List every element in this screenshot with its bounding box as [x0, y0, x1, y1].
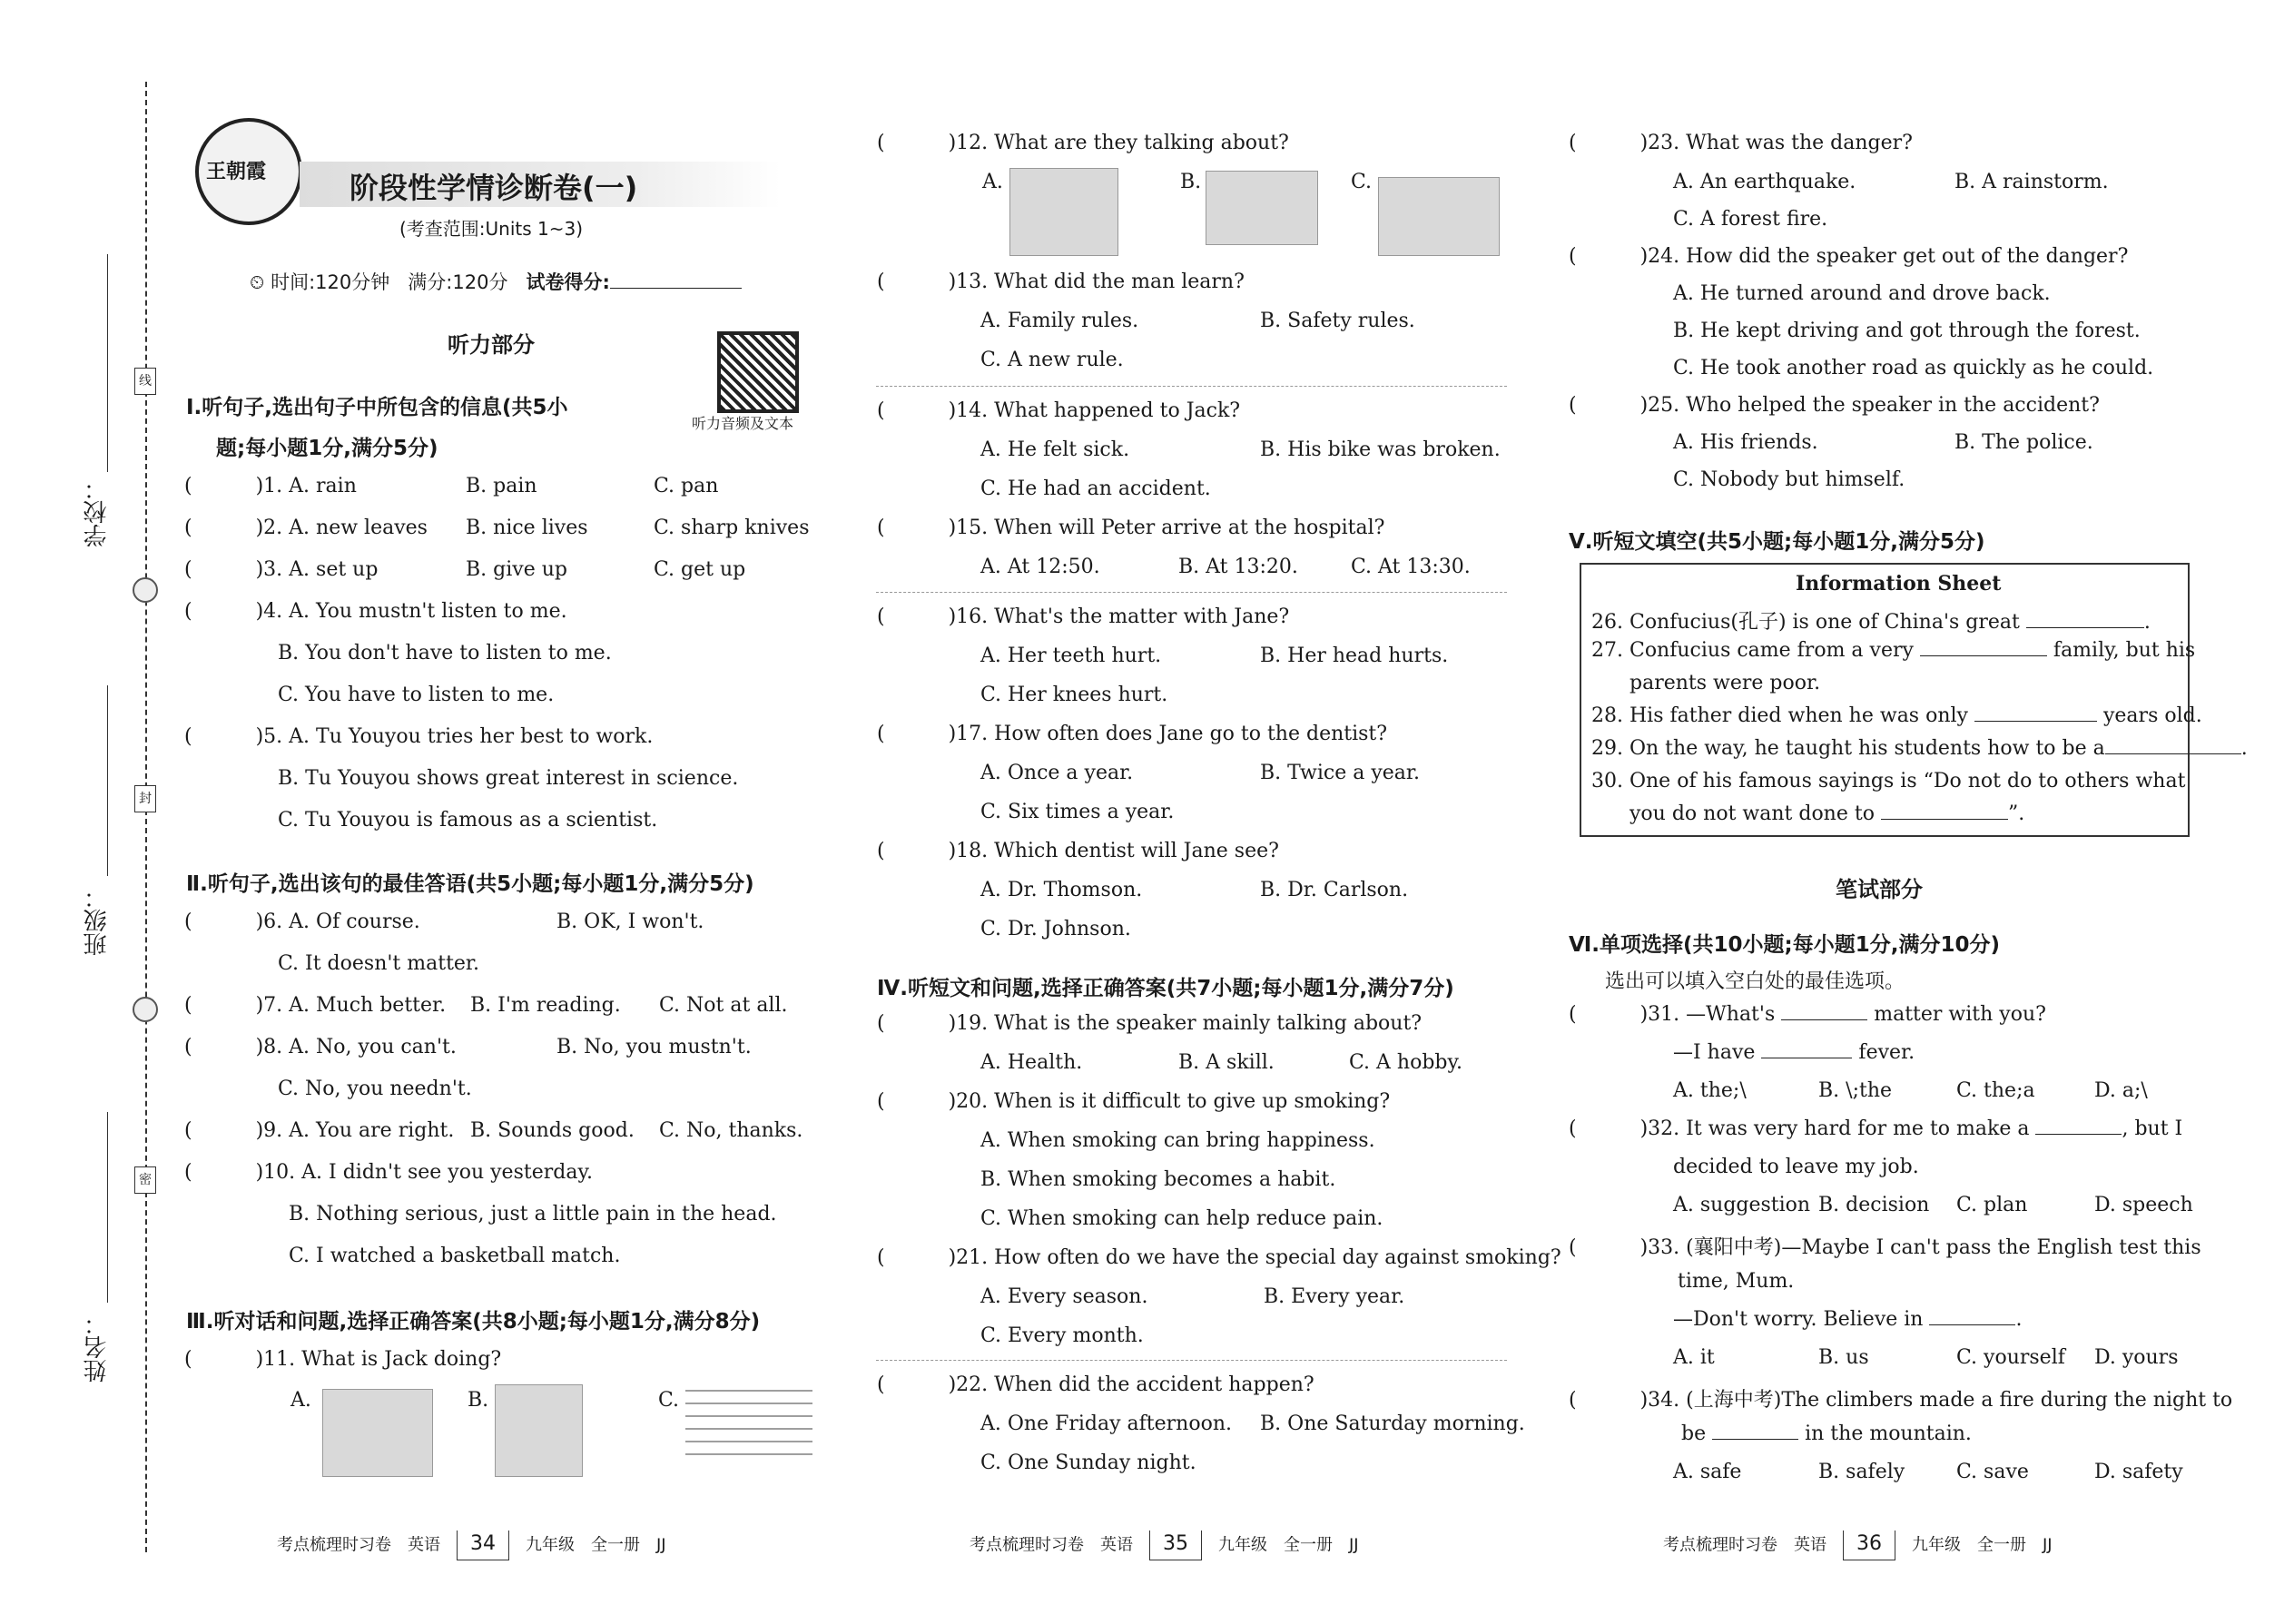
q34-line2: be in the mountain. — [1681, 1422, 1972, 1445]
q33-option-a: A. it — [1673, 1346, 1715, 1369]
blank-30[interactable] — [1881, 819, 2008, 820]
q32-option-d: D. speech — [2094, 1194, 2193, 1216]
blank-31a[interactable] — [1781, 1019, 1867, 1020]
q8-option-c: C. No, you needn't. — [278, 1078, 472, 1100]
question-34: ( )34. (上海中考)The climbers made a fire during the night to — [1569, 1389, 2233, 1412]
exam-time: 时间:120分钟 — [271, 271, 390, 293]
item-28: 28. His father died when he was only years old. — [1591, 704, 2202, 727]
question-4: ( )4. A. You mustn't listen to me. — [184, 600, 567, 623]
question-31: ( )31. —What's matter with you? — [1569, 1003, 2046, 1026]
q16-option-a: A. Her teeth hurt. — [980, 645, 1162, 667]
section-6-title: Ⅵ.单项选择(共10小题;每小题1分,满分10分) — [1569, 933, 2000, 957]
divider — [876, 592, 1507, 593]
section-4-title: Ⅳ.听短文和问题,选择正确答案(共7小题;每小题1分,满分7分) — [877, 977, 1454, 1000]
footer-page-35: 考点梳理时习卷 英语 35 九年级 全一册 JJ — [970, 1530, 1359, 1560]
q10-option-b: B. Nothing serious, just a little pain in the head. — [289, 1203, 777, 1225]
q9-option-b: B. Sounds good. — [470, 1119, 635, 1142]
exam-info — [250, 268, 742, 295]
q24-option-b: B. He kept driving and got through the forest. — [1673, 320, 2141, 342]
q14-option-b: B. His bike was broken. — [1260, 438, 1501, 461]
q20-option-b: B. When smoking becomes a habit. — [980, 1168, 1336, 1191]
q2-option-b: B. nice lives — [466, 517, 588, 539]
q33-option-c: C. yourself — [1956, 1346, 2065, 1369]
binding-mark-line: 线 — [134, 368, 156, 395]
item-30: 30. One of his famous sayings is “Do not do to others what — [1591, 770, 2186, 792]
q13-option-a: A. Family rules. — [980, 310, 1139, 332]
brand-logo — [195, 118, 302, 225]
q13-option-b: B. Safety rules. — [1260, 310, 1415, 332]
score-field[interactable] — [610, 288, 742, 289]
q32-option-b: B. decision — [1818, 1194, 1930, 1216]
writing-part-title: 笔试部分 — [1836, 877, 1923, 902]
information-sheet-title: Information Sheet — [1796, 572, 2002, 595]
question-14: ( )14. What happened to Jack? — [877, 399, 1241, 422]
q18-option-a: A. Dr. Thomson. — [980, 879, 1143, 901]
q21-option-b: B. Every year. — [1264, 1285, 1405, 1308]
q24-option-a: A. He turned around and drove back. — [1673, 282, 2051, 305]
class-field[interactable] — [107, 685, 108, 876]
q9-option-c: C. No, thanks. — [659, 1119, 803, 1142]
school-field[interactable] — [107, 254, 108, 472]
q20-option-a: A. When smoking can bring happiness. — [980, 1129, 1375, 1152]
question-24: ( )24. How did the speaker get out of the danger? — [1569, 245, 2129, 268]
question-7: ( )7. A. Much better. — [184, 994, 447, 1017]
q25-option-c: C. Nobody but himself. — [1673, 468, 1905, 491]
q22-option-b: B. One Saturday morning. — [1260, 1412, 1525, 1435]
question-13: ( )13. What did the man learn? — [877, 271, 1245, 293]
q31-option-d: D. a;\ — [2094, 1079, 2148, 1102]
q16-option-b: B. Her head hurts. — [1260, 645, 1449, 667]
exam-scope: (考查范围:Units 1~3) — [399, 218, 584, 240]
q25-option-a: A. His friends. — [1673, 431, 1818, 454]
q3-option-c: C. get up — [654, 558, 746, 581]
q22-option-c: C. One Sunday night. — [980, 1452, 1196, 1474]
name-field[interactable] — [107, 1112, 108, 1303]
q16-option-c: C. Her knees hurt. — [980, 684, 1168, 706]
binding-hole — [133, 997, 158, 1022]
binding-dashed-line — [145, 82, 147, 1552]
section-1-title: Ⅰ.听句子,选出句子中所包含的信息(共5小 — [186, 396, 568, 419]
item-27: 27. Confucius came from a very family, but his — [1591, 639, 2196, 662]
q33-option-d: D. yours — [2094, 1346, 2179, 1369]
q11-option-b-image — [495, 1384, 583, 1477]
question-25: ( )25. Who helped the speaker in the accident? — [1569, 394, 2100, 417]
q6-option-c: C. It doesn't matter. — [278, 952, 480, 975]
q17-option-b: B. Twice a year. — [1260, 762, 1421, 784]
blank-32[interactable] — [2035, 1134, 2122, 1135]
q15-option-c: C. At 13:30. — [1351, 556, 1471, 578]
q19-option-a: A. Health. — [980, 1051, 1083, 1074]
class-label: 班级： — [84, 885, 111, 956]
q23-option-c: C. A forest fire. — [1673, 208, 1828, 231]
q19-option-c: C. A hobby. — [1349, 1051, 1462, 1074]
q12-option-b-label: B. — [1180, 171, 1202, 193]
q34-option-d: D. safety — [2094, 1461, 2183, 1483]
page-number: 34 — [457, 1530, 509, 1560]
item-29: 29. On the way, he taught his students how to be a . — [1591, 737, 2248, 760]
school-label: 学校： — [84, 477, 111, 547]
q12-option-a-label: A. — [982, 171, 1003, 193]
q3-option-b: B. give up — [466, 558, 567, 581]
q14-option-c: C. He had an accident. — [980, 477, 1211, 500]
q10-option-c: C. I watched a basketball match. — [289, 1245, 621, 1267]
section-5-title: Ⅴ.听短文填空(共5小题;每小题1分,满分5分) — [1569, 530, 1985, 554]
q11-option-a-label: A. — [290, 1389, 311, 1412]
section-2-title: Ⅱ.听句子,选出该句的最佳答语(共5小题;每小题1分,满分5分) — [186, 872, 754, 896]
question-33: ( )33. (襄阳中考)—Maybe I can't pass the English test this — [1569, 1236, 2201, 1259]
question-8: ( )8. A. No, you can't. — [184, 1036, 457, 1058]
question-6: ( )6. A. Of course. — [184, 910, 420, 933]
q14-option-a: A. He felt sick. — [980, 438, 1130, 461]
q34-option-b: B. safely — [1818, 1461, 1905, 1483]
q31-option-a: A. the;\ — [1673, 1079, 1747, 1102]
q23-option-b: B. A rainstorm. — [1954, 171, 2109, 193]
q4-option-c: C. You have to listen to me. — [278, 684, 555, 706]
blank-28[interactable] — [1974, 721, 2097, 722]
q7-option-c: C. Not at all. — [659, 994, 788, 1017]
q12-option-c-image — [1378, 177, 1500, 256]
q34-option-a: A. safe — [1673, 1461, 1742, 1483]
question-1: ( )1. A. rain — [184, 475, 357, 497]
blank-29[interactable] — [2105, 753, 2241, 754]
q33-line3: —Don't worry. Believe in . — [1673, 1308, 2023, 1331]
question-9: ( )9. A. You are right. — [184, 1119, 455, 1142]
q34-option-c: C. save — [1956, 1461, 2029, 1483]
question-10: ( )10. A. I didn't see you yesterday. — [184, 1161, 593, 1184]
divider — [876, 1360, 1507, 1361]
listening-part-title: 听力部分 — [448, 332, 535, 358]
q25-option-b: B. The police. — [1954, 431, 2093, 454]
q31-line2: —I have fever. — [1673, 1041, 1915, 1064]
q11-option-c-image — [685, 1380, 812, 1466]
q22-option-a: A. One Friday afternoon. — [980, 1412, 1232, 1435]
q20-option-c: C. When smoking can help reduce pain. — [980, 1207, 1383, 1230]
q21-option-c: C. Every month. — [980, 1324, 1144, 1347]
page-number: 36 — [1843, 1530, 1895, 1560]
name-label: 姓名： — [84, 1312, 111, 1383]
qr-code[interactable] — [717, 331, 799, 413]
exam-full-marks: 满分:120分 — [408, 271, 508, 293]
binding-mark-seal: 封 — [134, 785, 156, 812]
question-22: ( )22. When did the accident happen? — [877, 1373, 1314, 1396]
q4-option-b: B. You don't have to listen to me. — [278, 642, 612, 664]
q7-option-b: B. I'm reading. — [470, 994, 621, 1017]
question-12: ( )12. What are they talking about? — [877, 132, 1289, 154]
section-1-title-cont: 题;每小题1分,满分5分) — [216, 437, 438, 460]
section-6-instruction: 选出可以填入空白处的最佳选项。 — [1605, 970, 1905, 993]
item-26: 26. Confucius(孔子) is one of China's great . — [1591, 611, 2151, 634]
question-19: ( )19. What is the speaker mainly talking about? — [877, 1012, 1423, 1035]
page-number: 35 — [1149, 1530, 1202, 1560]
q5-option-b: B. Tu Youyou shows great interest in science. — [278, 767, 739, 790]
q18-option-c: C. Dr. Johnson. — [980, 918, 1131, 940]
question-16: ( )16. What's the matter with Jane? — [877, 605, 1290, 628]
question-15: ( )15. When will Peter arrive at the hospital? — [877, 517, 1385, 539]
question-2: ( )2. A. new leaves — [184, 517, 428, 539]
q24-option-c: C. He took another road as quickly as he could. — [1673, 357, 2154, 379]
q18-option-b: B. Dr. Carlson. — [1260, 879, 1409, 901]
q12-option-c-label: C. — [1351, 171, 1373, 193]
question-18: ( )18. Which dentist will Jane see? — [877, 840, 1279, 862]
q1-option-b: B. pain — [466, 475, 537, 497]
q5-option-c: C. Tu Youyou is famous as a scientist. — [278, 809, 658, 832]
blank-34[interactable] — [1712, 1439, 1798, 1440]
q21-option-a: A. Every season. — [980, 1285, 1148, 1308]
q17-option-a: A. Once a year. — [980, 762, 1134, 784]
binding-mark-close: 密 — [134, 1166, 156, 1194]
q15-option-a: A. At 12:50. — [980, 556, 1100, 578]
q13-option-c: C. A new rule. — [980, 349, 1124, 371]
question-32: ( )32. It was very hard for me to make a , but I — [1569, 1117, 2183, 1140]
question-21: ( )21. How often do we have the special day against smoking? — [877, 1246, 1561, 1269]
clock-icon: ⏲ — [250, 271, 265, 293]
q33-line2: time, Mum. — [1678, 1270, 1795, 1293]
q17-option-c: C. Six times a year. — [980, 801, 1175, 823]
q6-option-b: B. OK, I won't. — [556, 910, 704, 933]
item-27-cont: parents were poor. — [1629, 672, 1821, 694]
qr-caption: 听力音频及文本 — [692, 415, 794, 432]
q31-option-b: B. \;the — [1818, 1079, 1893, 1102]
question-3: ( )3. A. set up — [184, 558, 379, 581]
question-23: ( )23. What was the danger? — [1569, 132, 1913, 154]
logo-text: 王朝霞 — [206, 160, 267, 183]
question-20: ( )20. When is it difficult to give up smoking? — [877, 1090, 1391, 1113]
q1-option-c: C. pan — [654, 475, 719, 497]
q15-option-b: B. At 13:20. — [1178, 556, 1298, 578]
q32-option-c: C. plan — [1956, 1194, 2028, 1216]
footer-page-36: 考点梳理时习卷 英语 36 九年级 全一册 JJ — [1663, 1530, 2053, 1560]
q33-option-b: B. us — [1818, 1346, 1869, 1369]
question-17: ( )17. How often does Jane go to the dentist? — [877, 723, 1388, 745]
q31-option-c: C. the;a — [1956, 1079, 2035, 1102]
q32-line2: decided to leave my job. — [1673, 1156, 1919, 1178]
q12-option-b-image — [1206, 171, 1318, 245]
q11-option-b-label: B. — [468, 1389, 489, 1412]
paper-title: 阶段性学情诊断卷(一) — [350, 171, 638, 205]
blank-33[interactable] — [1929, 1324, 2015, 1325]
q11-option-c-label: C. — [658, 1389, 680, 1412]
question-5: ( )5. A. Tu Youyou tries her best to work. — [184, 725, 654, 748]
score-label: 试卷得分: — [526, 271, 610, 293]
q11-option-a-image — [322, 1389, 433, 1477]
q12-option-a-image — [1009, 168, 1118, 256]
q23-option-a: A. An earthquake. — [1673, 171, 1856, 193]
footer-page-34: 考点梳理时习卷 英语 34 九年级 全一册 JJ — [277, 1530, 666, 1560]
q2-option-c: C. sharp knives — [654, 517, 810, 539]
q8-option-b: B. No, you mustn't. — [556, 1036, 752, 1058]
blank-26[interactable] — [2026, 627, 2144, 628]
q32-option-a: A. suggestion — [1673, 1194, 1811, 1216]
divider — [876, 386, 1507, 387]
information-sheet — [1580, 563, 2190, 837]
item-30-cont: you do not want done to ”. — [1629, 802, 2025, 825]
blank-27[interactable] — [1920, 655, 2047, 656]
binding-hole — [133, 577, 158, 603]
question-11: ( )11. What is Jack doing? — [184, 1348, 502, 1371]
section-3-title: Ⅲ.听对话和问题,选择正确答案(共8小题;每小题1分,满分8分) — [186, 1310, 761, 1334]
q19-option-b: B. A skill. — [1178, 1051, 1275, 1074]
